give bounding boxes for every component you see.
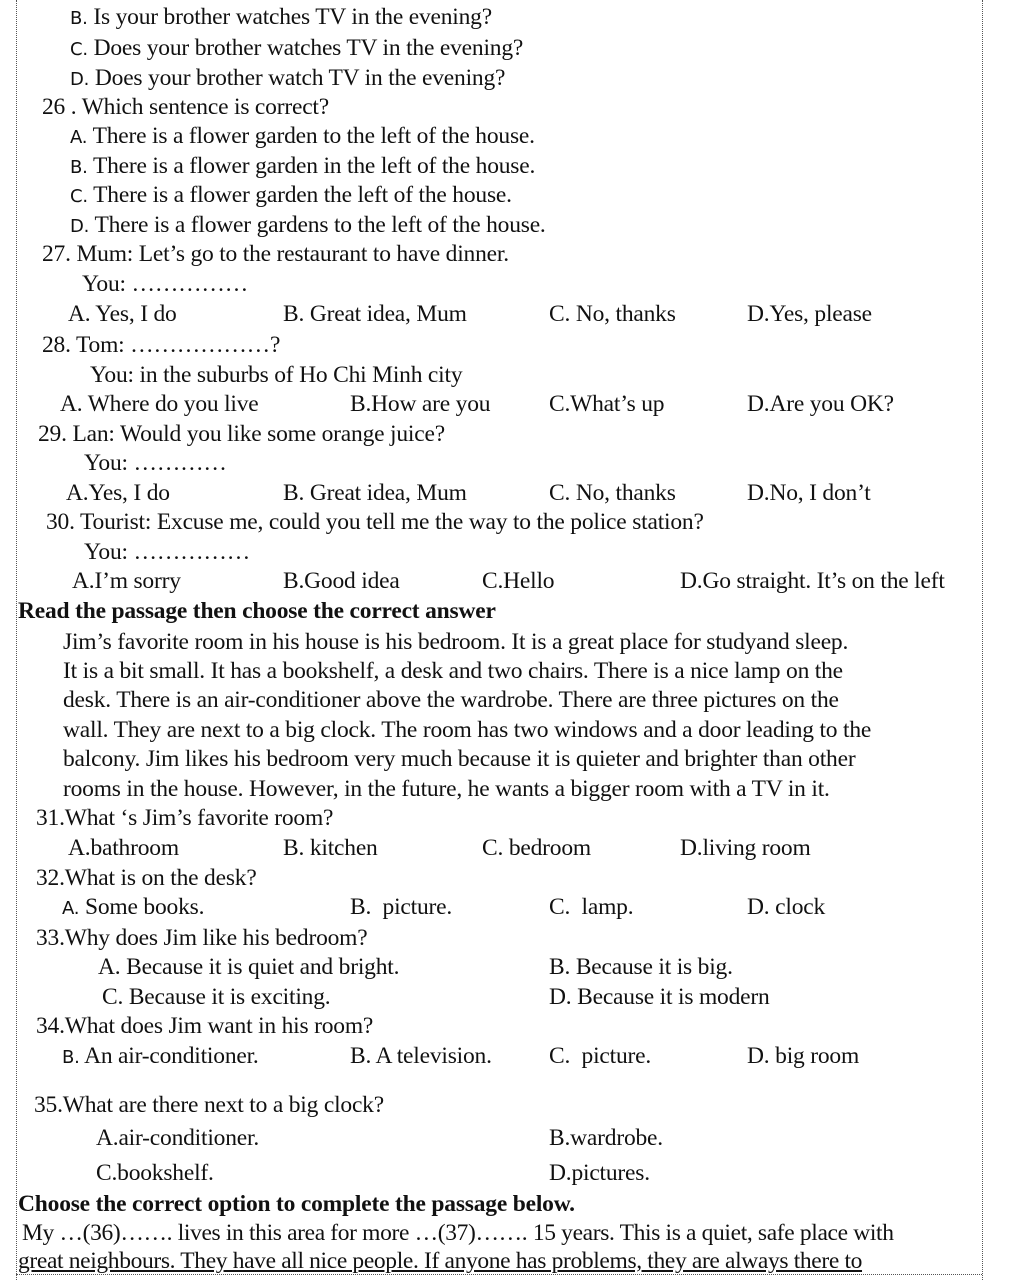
q31-option-b: B. kitchen <box>283 835 378 861</box>
reading-line-6: rooms in the house. However, in the future, he wants a bigger room with a TV in it. <box>63 776 830 802</box>
q35-option-b: B.wardrobe. <box>549 1125 663 1151</box>
q34-stem: 34.What does Jim want in his room? <box>36 1013 374 1039</box>
q33-option-b: B. Because it is big. <box>549 954 733 980</box>
reading-line-3: desk. There is an air-conditioner above the wardrobe. There are three pictures on the <box>63 687 839 713</box>
q25-option-c: C. Does your brother watches TV in the evening? <box>70 35 524 61</box>
q34-option-c: C. picture. <box>549 1043 652 1069</box>
q32-stem: 32.What is on the desk? <box>36 865 257 891</box>
q28-option-b: B.How are you <box>350 391 491 417</box>
q35-option-a: A.air-conditioner. <box>96 1125 259 1151</box>
q27-option-c: C. No, thanks <box>549 301 676 327</box>
q34-option-b: B. A television. <box>350 1043 492 1069</box>
right-margin-border <box>982 0 983 1280</box>
q35-option-d: D.pictures. <box>549 1160 650 1186</box>
q25-option-d: D. Does your brother watch TV in the evening? <box>70 65 506 91</box>
cloze-heading: Choose the correct option to complete the passage below. <box>18 1191 575 1217</box>
cloze-line-1: My …(36)……. lives in this area for more …(37)……. 15 years. This is a quiet, safe place with <box>22 1220 894 1246</box>
reading-line-1: Jim’s favorite room in his house is his bedroom. It is a great place for studyand sleep. <box>63 629 849 655</box>
q35-stem: 35.What are there next to a big clock? <box>34 1092 384 1118</box>
reading-line-4: wall. They are next to a big clock. The room has two windows and a door leading to the <box>63 717 872 743</box>
q26-option-b: B. There is a flower garden in the left of the house. <box>70 153 536 179</box>
q30-option-a: A.I’m sorry <box>72 568 181 594</box>
q31-option-d: D.living room <box>680 835 811 861</box>
q25-option-b: B. Is your brother watches TV in the evening? <box>70 4 492 30</box>
q29-option-b: B. Great idea, Mum <box>283 480 467 506</box>
q29-you: You: ………… <box>84 450 227 476</box>
reading-line-5: balcony. Jim likes his bedroom very much because it is quieter and brighter than other <box>63 746 856 772</box>
q32-option-c: C. lamp. <box>549 894 634 920</box>
q30-you: You: …………… <box>84 539 251 565</box>
q29-option-c: C. No, thanks <box>549 480 676 506</box>
q28-option-d: D.Are you OK? <box>747 391 894 417</box>
q29-option-a: A.Yes, I do <box>66 480 170 506</box>
q33-stem: 33.Why does Jim like his bedroom? <box>36 925 368 951</box>
q28-stem: 28. Tom: ………………? <box>42 332 281 358</box>
q33-option-c: C. Because it is exciting. <box>102 984 331 1010</box>
q32-option-b: B. picture. <box>350 894 453 920</box>
q26-stem: 26 . Which sentence is correct? <box>42 94 329 120</box>
reading-heading: Read the passage then choose the correct answer <box>18 598 496 624</box>
q29-option-d: D.No, I don’t <box>747 480 871 506</box>
q32-option-d: D. clock <box>747 894 826 920</box>
q31-stem: 31.What ‘s Jim’s favorite room? <box>36 805 334 831</box>
q28-you: You: in the suburbs of Ho Chi Minh city <box>90 362 463 388</box>
q30-option-d: D.Go straight. It’s on the left <box>680 568 945 594</box>
q29-stem: 29. Lan: Would you like some orange juice? <box>38 421 445 447</box>
q27-stem: 27. Mum: Let’s go to the restaurant to have dinner. <box>42 241 509 267</box>
q34-option-a: B. An air-conditioner. <box>62 1043 259 1069</box>
bottom-dotted-border <box>16 1274 982 1275</box>
q27-option-b: B. Great idea, Mum <box>283 301 467 327</box>
q26-option-c: C. There is a flower garden the left of the house. <box>70 182 512 208</box>
q30-option-c: C.Hello <box>482 568 555 594</box>
q33-option-a: A. Because it is quiet and bright. <box>98 954 400 980</box>
cloze-line-2: great neighbours. They have all nice people. If anyone has problems, they are always there to <box>18 1248 863 1274</box>
left-margin-border <box>16 0 17 1280</box>
q26-option-a: A. There is a flower garden to the left of the house. <box>70 123 535 149</box>
q27-option-a: A. Yes, I do <box>68 301 177 327</box>
q30-option-b: B.Good idea <box>283 568 400 594</box>
q27-you: You: …………… <box>82 271 249 297</box>
q34-option-d: D. big room <box>747 1043 860 1069</box>
q31-option-c: C. bedroom <box>482 835 591 861</box>
q31-option-a: A.bathroom <box>68 835 179 861</box>
q33-option-d: D. Because it is modern <box>549 984 770 1010</box>
q30-stem: 30. Tourist: Excuse me, could you tell me the way to the police station? <box>46 509 704 535</box>
q27-option-d: D.Yes, please <box>747 301 872 327</box>
q28-option-c: C.What’s up <box>549 391 665 417</box>
reading-line-2: It is a bit small. It has a bookshelf, a desk and two chairs. There is a nice lamp on the <box>63 658 843 684</box>
q26-option-d: D. There is a flower gardens to the left of the house. <box>70 212 546 238</box>
q35-option-c: C.bookshelf. <box>96 1160 214 1186</box>
q32-option-a: A. Some books. <box>62 894 205 920</box>
q28-option-a: A. Where do you live <box>60 391 259 417</box>
